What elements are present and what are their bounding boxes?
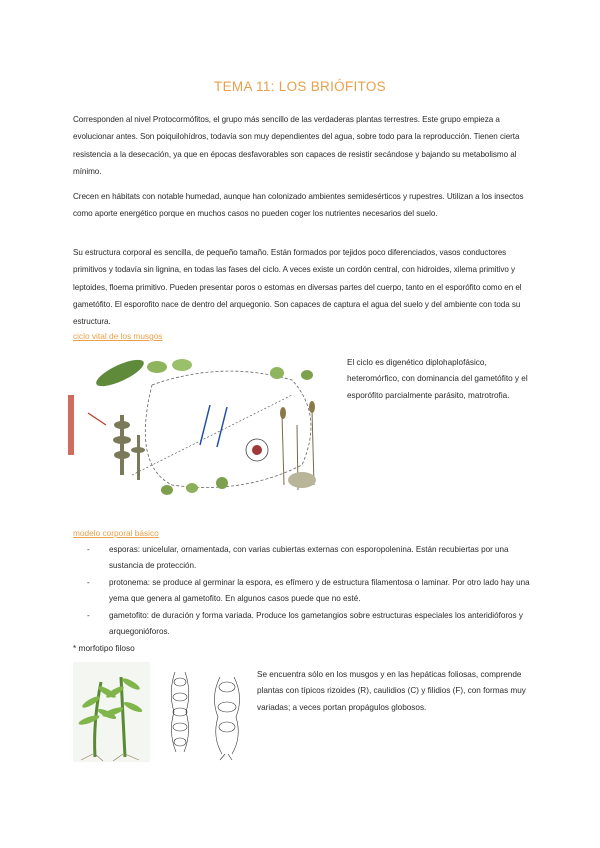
body-model-heading: modelo corporal básico <box>73 528 159 538</box>
cycle-heading: ciclo vital de los musgos <box>73 331 163 341</box>
list-item-text: gametofito: de duración y forma variada. Produce los gametangios sobre estructuras especiales los anteridióforos y arquegonióforos. <box>109 610 523 636</box>
moss-photo-figure <box>73 662 150 762</box>
moss-life-cycle-figure <box>62 355 337 505</box>
list-item-text: protonema: se produce al germinar la espora, es efímero y de estructura filamentosa o laminar. Por otro lado hay una yema que genera al gametofito. En algunos casos puede que no esté. <box>109 577 530 603</box>
bullet-dash: - <box>87 610 90 620</box>
moss-plant-photo <box>73 662 150 762</box>
list-item <box>73 575 533 607</box>
moss-drawings-figure <box>160 662 252 762</box>
cycle-description: El ciclo es digenético diplohaplofásico, heteromórfico, con dominancia del gametófito y el esporófito parcialmente parásito, matrotrofia. <box>347 358 528 400</box>
list-item <box>73 608 533 640</box>
list-item <box>73 542 533 574</box>
habitat-paragraph: Crecen en hábitats con notable humedad, aunque han colonizado ambientes semidesérticos y rupestres. Utilizan a los insectos como aporte energético porque en muchos casos no pueden coger los nutrientes necesarios del suelo. <box>73 192 524 219</box>
structure-paragraph: Su estructura corporal es sencilla, de pequeño tamaño. Están formados por tejidos poco diferenciados, vasos conductores primitivos y todavía sin lignina, en todas las fases del ciclo. A veces existe un cordón central, con hidroides, xilema primitivo y leptoides, floema primitivo. Pueden presentar poros o estomas en diversas partes del cuerpo, tanto en el esporófito como en el gametófito. El esporofito nace de dentro del arquegonio. Son capaces de captura el agua del suelo y del ambiente con toda su estructura. <box>73 248 522 327</box>
bullet-dash: - <box>87 577 90 587</box>
morfotipo-heading: * morfotipo filoso <box>73 643 135 653</box>
intro-paragraph: Corresponden al nivel Protocormófitos, el grupo más sencillo de las verdaderas plantas terrestres. Este grupo empieza a evolucionar antes. Son poiquilohídros, todavía son muy dependientes del agua, sobre todo para la reproducción. Tienen cierta resistencia a la desecación, ya que en épocas desfavorables son capaces de resistir secándose y bajando su metabolismo al mínimo. <box>73 115 520 176</box>
body-model-list <box>73 542 533 640</box>
list-item-text: esporas: unicelular, ornamentada, con varias cubiertas externas con esporopolenina. Están recubiertas por una sustancia de protección. <box>109 545 509 570</box>
morfotipo-description: Se encuentra sólo en los musgos y en las hepáticas foliosas, comprende plantas con típicos rizoides (R), caulidios (C) y filidios (F), con formas muy variadas; a veces portan propágulos globosos. <box>257 670 526 712</box>
bullet-dash: - <box>87 545 90 554</box>
moss-life-cycle-illustration <box>62 355 337 505</box>
moss-line-drawings <box>160 662 252 762</box>
page-title: TEMA 11: LOS BRIÓFITOS <box>214 79 386 94</box>
